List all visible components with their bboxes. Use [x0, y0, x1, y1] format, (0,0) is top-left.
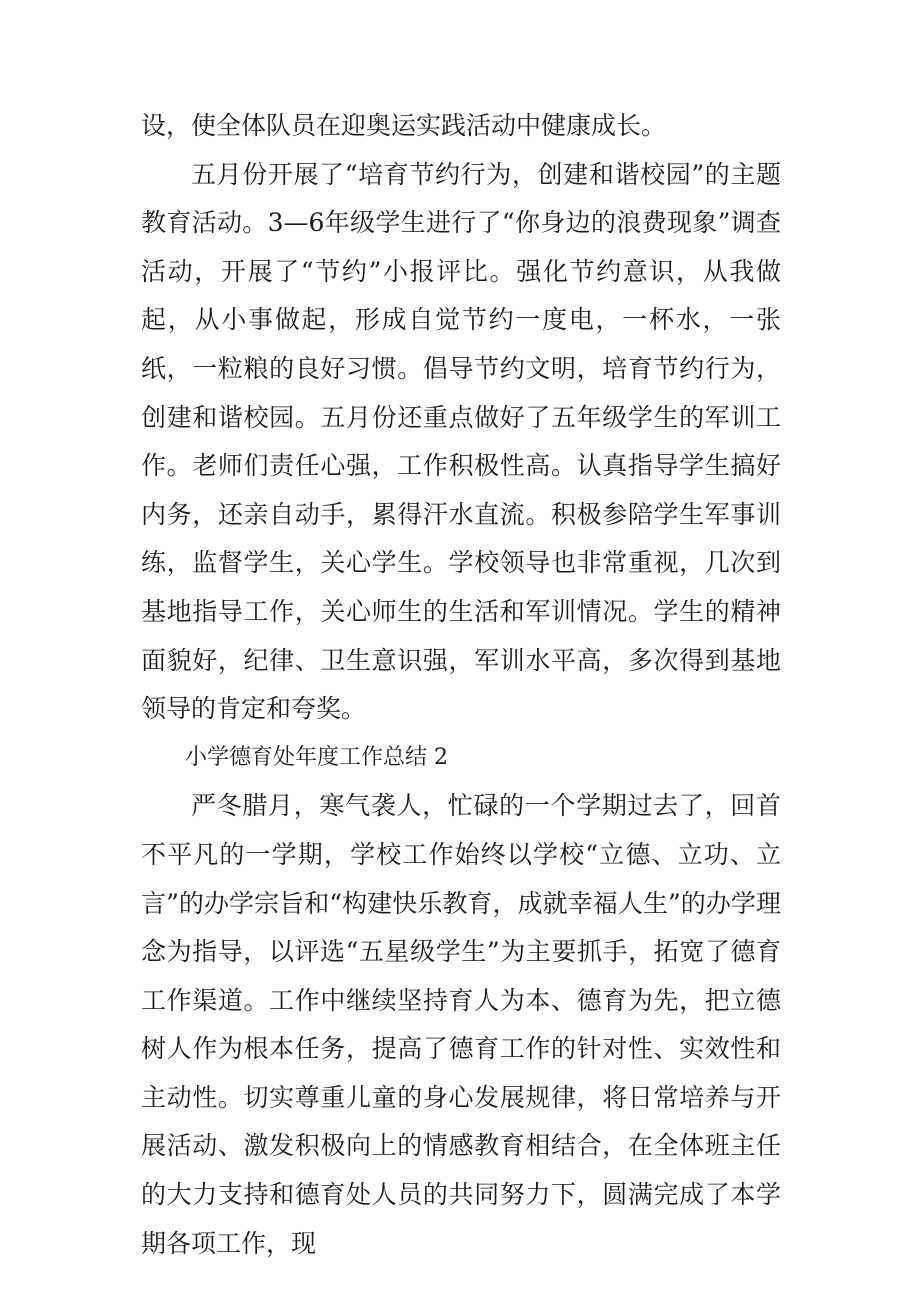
document-body — [141, 102, 781, 1268]
paragraph-continuation: 设，使全体队员在迎奥运实践活动中健康成长。 — [141, 111, 667, 140]
paragraph-may-activities: 五月份开展了“培育节约行为，创建和谐校园”的主题教育活动。3—6年级学生进行了“你身边的浪费现象”调查活动，开展了“节约”小报评比。强化节约意识，从我做起，从小事做起，形成自觉节约一度电，一杯水，一张纸，一粒粮的良好习惯。倡导节约文明，培育节约行为，创建和谐校园。五月份还重点做好了五年级学生的军训工作。老师们责任心强，工作积极性高。认真指导学生搞好内务，还亲自动手，累得汗水直流。积极参陪学生军事训练，监督学生，关心学生。学校领导也非常重视，几次到基地指导工作，关心师生的生活和军训情况。学生的精神面貌好，纪律、卫生意识强，军训水平高，多次得到基地领导的肯定和夸奖。 — [141, 159, 781, 724]
section-heading: 小学德育处年度工作总结 2 — [185, 744, 448, 770]
paragraph-semester-summary: 严冬腊月，寒气袭人，忙碌的一个学期过去了，回首不平凡的一学期，学校工作始终以学校“立德、立功、立言”的办学宗旨和“构建快乐教育，成就幸福人生”的办学理念为指导，以评选“五星级学生”为主要抓手，拓宽了德育工作渠道。工作中继续坚持育人为本、德育为先，把立德树人作为根本任务，提高了德育工作的针对性、实效性和主动性。切实尊重儿童的身心发展规律，将日常培养与开展活动、激发积极向上的情感教育相结合，在全体班主任的大力支持和德育处人员的共同努力下，圆满完成了本学期各项工作，现 — [141, 791, 781, 1258]
